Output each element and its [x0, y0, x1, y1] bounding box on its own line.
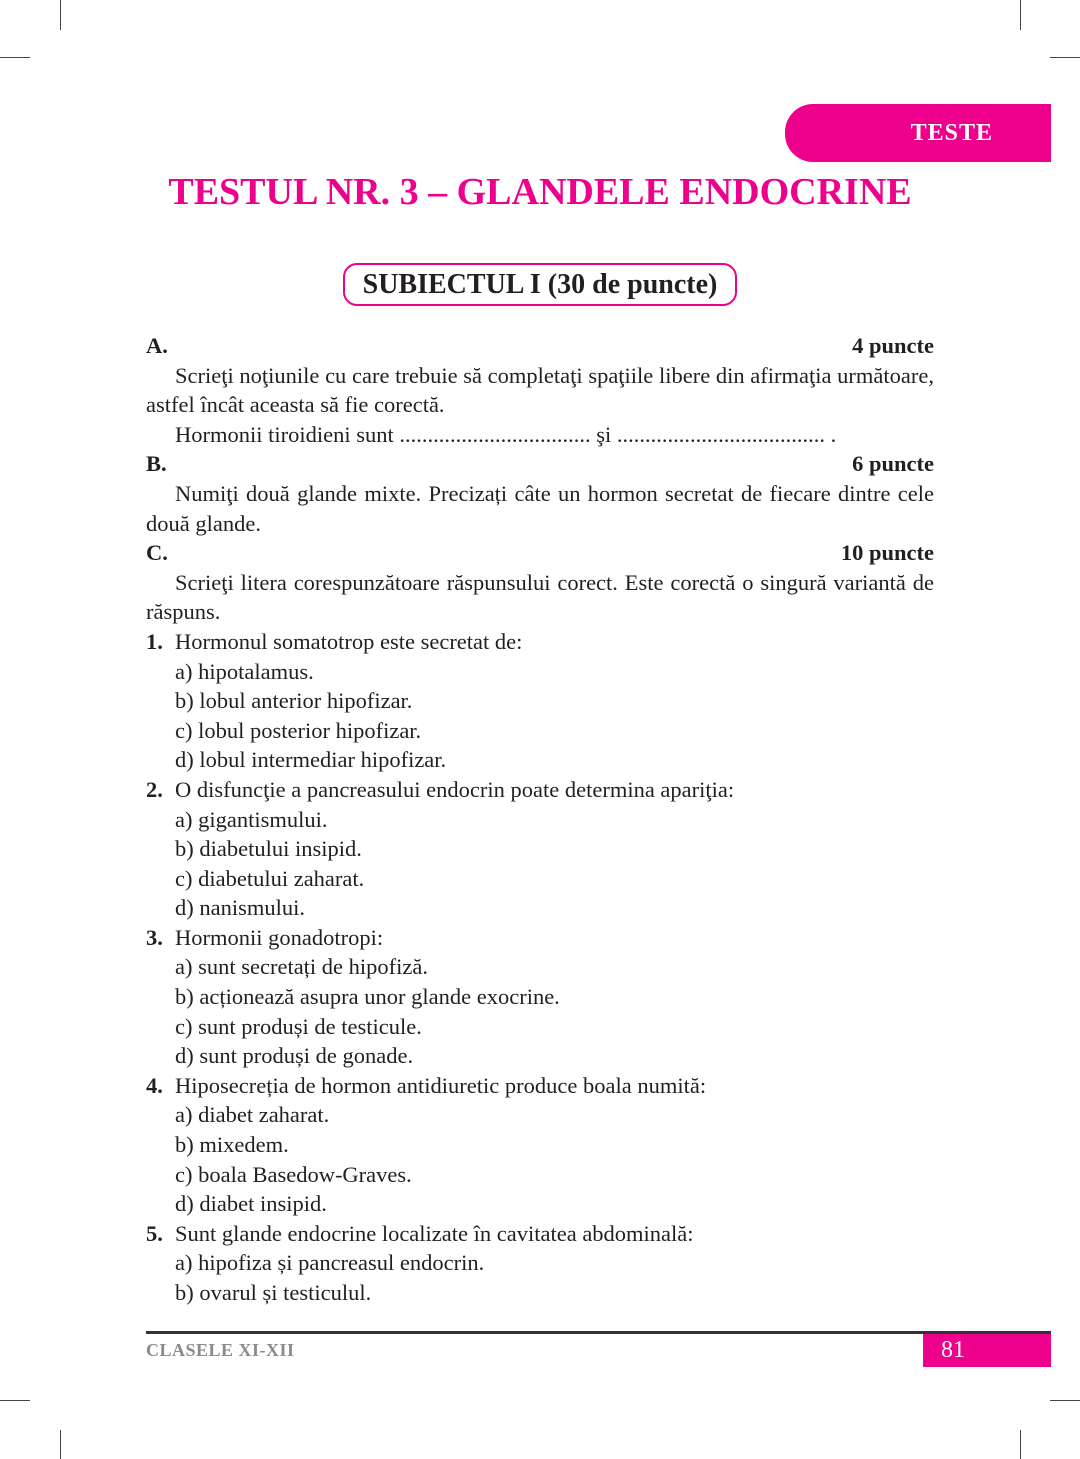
- answer-option: b) ovarul și testiculul.: [175, 1280, 372, 1305]
- answer-option: a) sunt secretați de hipofiză.: [175, 954, 429, 980]
- question-list: [146, 627, 934, 1308]
- answer-option: c) lobul posterior hipofizar.: [175, 717, 422, 743]
- question-number: 2.: [146, 776, 163, 802]
- question-text: Hormonul somatotrop este secretat de:: [175, 628, 523, 654]
- answer-option: d) lobul intermediar hipofizar.: [175, 747, 447, 773]
- part-label: A.: [146, 333, 168, 358]
- question-text: Hiposecreția de hormon antidiuretic produce boala numită:: [175, 1072, 707, 1098]
- crop-mark: [60, 0, 61, 30]
- question-number: 5.: [146, 1220, 163, 1246]
- footer-grade: CLASELE XI-XII: [146, 1340, 295, 1360]
- question-text: Sunt glande endocrine localizate în cavitatea abdominală:: [175, 1220, 694, 1246]
- crop-mark: [1050, 1400, 1080, 1401]
- crop-mark: [1020, 1430, 1021, 1459]
- subject-heading: SUBIECTUL I (30 de puncte): [343, 263, 737, 306]
- answer-option: a) gigantismului.: [175, 806, 328, 832]
- answer-option: d) sunt produși de gonade.: [175, 1043, 414, 1069]
- test-body: [146, 331, 934, 1308]
- footer-divider: [146, 1331, 1051, 1334]
- answer-option: d) diabet insipid.: [175, 1191, 327, 1217]
- crop-mark: [1020, 0, 1021, 30]
- points: 4 puncte: [852, 333, 934, 358]
- question-number: 3.: [146, 924, 163, 950]
- part-label: B.: [146, 451, 167, 477]
- part-a-header: [146, 331, 934, 361]
- part-c-header: [146, 538, 934, 568]
- answer-option: b) lobul anterior hipofizar.: [175, 688, 413, 714]
- points: 10 puncte: [840, 540, 934, 566]
- answer-option: c) boala Basedow-Graves.: [175, 1161, 412, 1187]
- question: [146, 1219, 934, 1249]
- page-title: TESTUL NR. 3 – GLANDELE ENDOCRINE: [168, 171, 912, 213]
- answer-option: b) mixedem.: [175, 1132, 289, 1158]
- crop-mark: [0, 1400, 30, 1401]
- answer-option: c) sunt produși de testicule.: [175, 1013, 422, 1039]
- question: [146, 923, 934, 953]
- part-label: C.: [146, 540, 168, 566]
- part-b-header: [146, 449, 934, 479]
- part-a-statement: Hormonii tiroidieni sunt .................................. şi ..................................... .: [175, 421, 837, 447]
- answer-option: a) hipotalamus.: [175, 658, 314, 684]
- question: [146, 775, 934, 805]
- question: [146, 627, 934, 657]
- part-b-instruction: Numiţi două glande mixte. Precizați câte un hormon secretat de fiecare dintre cele două glande.: [146, 480, 934, 536]
- question-text: O disfuncţie a pancreasului endocrin poate determina apariţia:: [175, 776, 735, 802]
- question-number: 4.: [146, 1072, 163, 1098]
- answer-option: a) hipofiza și pancreasul endocrin.: [175, 1250, 485, 1276]
- crop-mark: [1050, 57, 1080, 58]
- answer-option: c) diabetului zaharat.: [175, 865, 365, 891]
- question-text: Hormonii gonadotropi:: [175, 924, 384, 950]
- part-c-instruction: Scrieţi litera corespunzătoare răspunsului corect. Este corectă o singură variantă de răspuns.: [146, 569, 934, 625]
- answer-option: a) diabet zaharat.: [175, 1102, 330, 1128]
- points: 6 puncte: [852, 451, 934, 477]
- answer-option: b) diabetului insipid.: [175, 836, 362, 862]
- question-number: 1.: [146, 628, 163, 654]
- question: [146, 1071, 934, 1101]
- part-a-instruction: Scrieţi noţiunile cu care trebuie să completaţi spaţiile libere din afirmaţia următoare, astfel încât aceasta să fie corectă.: [146, 362, 934, 418]
- crop-mark: [60, 1430, 61, 1459]
- crop-mark: [0, 57, 30, 58]
- answer-option: b) acționează asupra unor glande exocrine.: [175, 984, 560, 1010]
- page-number: 81: [923, 1334, 1051, 1367]
- section-tab: TESTE: [785, 104, 1051, 162]
- answer-option: d) nanismului.: [175, 895, 305, 921]
